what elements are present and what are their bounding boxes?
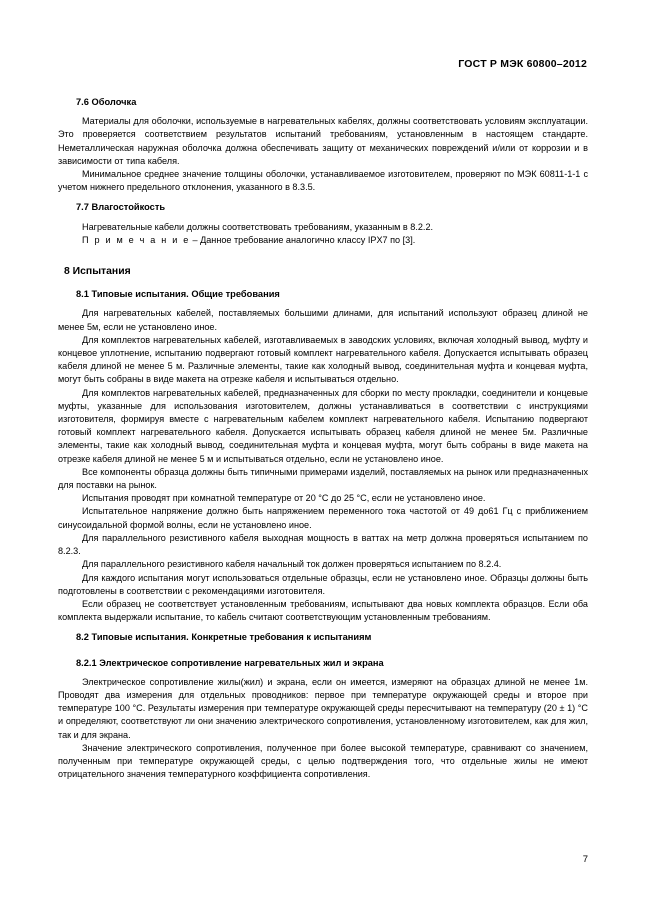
section-heading-8: 8 Испытания [64, 266, 131, 278]
section-heading-7-6: 7.6 Оболочка [76, 97, 137, 107]
section-heading-8-2-1: 8.2.1 Электрическое сопротивление нагревательных жил и экрана [76, 657, 384, 668]
paragraph-7-6-1: Материалы для оболочки, используемые в нагревательных кабелях, должны соответствовать условиям эксплуатации. Это проверяется соответствием результатов испытаний требованиям, установленным в настоящем стандарте. Неметаллическая наружная оболочка должна обеспечивать защиту от механических повреждений и/или от коррозии и в зависимости от типа кабеля. [58, 116, 588, 166]
spacer [58, 624, 588, 631]
page-number: 7 [582, 854, 588, 865]
standard-title: ГОСТ Р МЭК 60800–2012 [458, 58, 587, 70]
section-heading-8-2: 8.2 Типовые испытания. Конкретные требования к испытаниям [76, 632, 372, 643]
paragraph-8-1-2: Для комплектов нагревательных кабелей, изготавливаемых в заводских условиях, включая холодный вывод, муфту и концевое уплотнение, испытанию подвергают готовый комплект нагревательного кабеля. Допускается испытывать образец кабеля длиной не менее 5 м. Различные элементы, такие как холодный вывод, соединительная муфта и концевая муфта, могут быть собраны в виде макета на отрезке кабеля и испытываться отдельно. [58, 334, 588, 385]
section-heading-7-7: 7.7 Влагостойкость [76, 202, 166, 213]
section-heading-8-1: 8.1 Типовые испытания. Общие требования [76, 289, 280, 300]
document-body [58, 96, 588, 781]
paragraph-7-6-2: Минимальное среднее значение толщины оболочки, устанавливаемое изготовителем, проверяют по МЭК 60811-1-1 с учетом нижнего предельного отклонения, указанного в 8.3.5. [58, 169, 588, 193]
paragraph-8-1-7: Для параллельного резистивного кабеля выходная мощность в ваттах на метр должна проверяться испытанием по 8.2.3. [58, 532, 588, 557]
paragraph-8-2-1-2: Значение электрического сопротивления, полученное при более высокой температуре, сравнивают со значением, полученным при температуре окружающей среды, с целью подтверждения того, что отдельные жилы не имеют отрицательного значения температурного коэффициента сопротивления. [58, 742, 588, 780]
note-label: П р и м е ч а н и е [82, 234, 190, 245]
page-header [58, 0, 588, 70]
paragraph-8-1-8: Для параллельного резистивного кабеля начальный ток должен проверяться испытанием по 8.2.4. [82, 559, 502, 570]
paragraph-8-1-3: Для комплектов нагревательных кабелей, предназначенных для сборки по месту прокладки, соединители и концевые муфты, указанные для использования изготовителем, должны устанавливаться в соответствии с инструкциями изготовителя, формируя вместе с нагревательным кабелем комплект нагревательного кабеля. Испытанию подвергают готовый комплект нагревательного кабеля. Допускается испытывать образец кабеля длиной не менее 5м. Различные элементы, такие как холодный вывод, соединительная муфта и концевая муфта, могут быть собраны в виде макета на отрезке кабеля длиной не менее 5 м и испытываться отдельно, если не установлено иное. [58, 387, 588, 464]
paragraph-7-7-1: Нагревательные кабели должны соответствовать требованиям, указанным в 8.2.2. [82, 221, 434, 232]
paragraph-8-1-1: Для нагревательных кабелей, поставляемых большими длинами, для испытаний используют образец длиной не менее 5м, если не установлено иное. [58, 308, 588, 332]
paragraph-8-1-9: Для каждого испытания могут использоваться отдельные образцы, если не установлено иное. Образцы должны быть подготовлены в соответствии с рекомендациями изготовителя. [58, 572, 588, 596]
paragraph-8-1-6: Испытательное напряжение должно быть напряжением переменного тока частотой от 49 до61 Гц с приближением синусоидальной формой волны, если не установлено иное. [58, 506, 588, 530]
note-7-7 [58, 234, 588, 247]
paragraph-8-1-5: Испытания проводят при комнатной температуре от 20 °С до 25 °С, если не установлено иное. [82, 493, 486, 504]
paragraph-8-2-1-1: Электрическое сопротивление жилы(жил) и экрана, если он имеется, измеряют на образцах длиной не менее 1м. Проводят два измерения для отдельных проводников: первое при температуре окружающей среды и второе при температуре 100 °С. Результаты измерения при температуре окружающей среды пересчитывают на температуру (20 ± 1) °С и определяют, соответствуют ли они значению электрического сопротивления, установленному изготовителем, как для жил, так и для экрана. [58, 676, 588, 740]
note-text: – Данное требование аналогично классу IPX7 по [3]. [189, 234, 416, 245]
paragraph-8-1-4: Все компоненты образца должны быть типичными примерами изделий, поставляемых на рынок или предназначенных для поставки на рынок. [58, 466, 588, 491]
paragraph-8-1-10: Если образец не соответствует установленным требованиям, испытывают два новых комплекта образцов. Если оба комплекта выдержали испытание, то кабель считают соответствующим установленным требованиям. [58, 598, 588, 623]
spacer [58, 194, 588, 201]
